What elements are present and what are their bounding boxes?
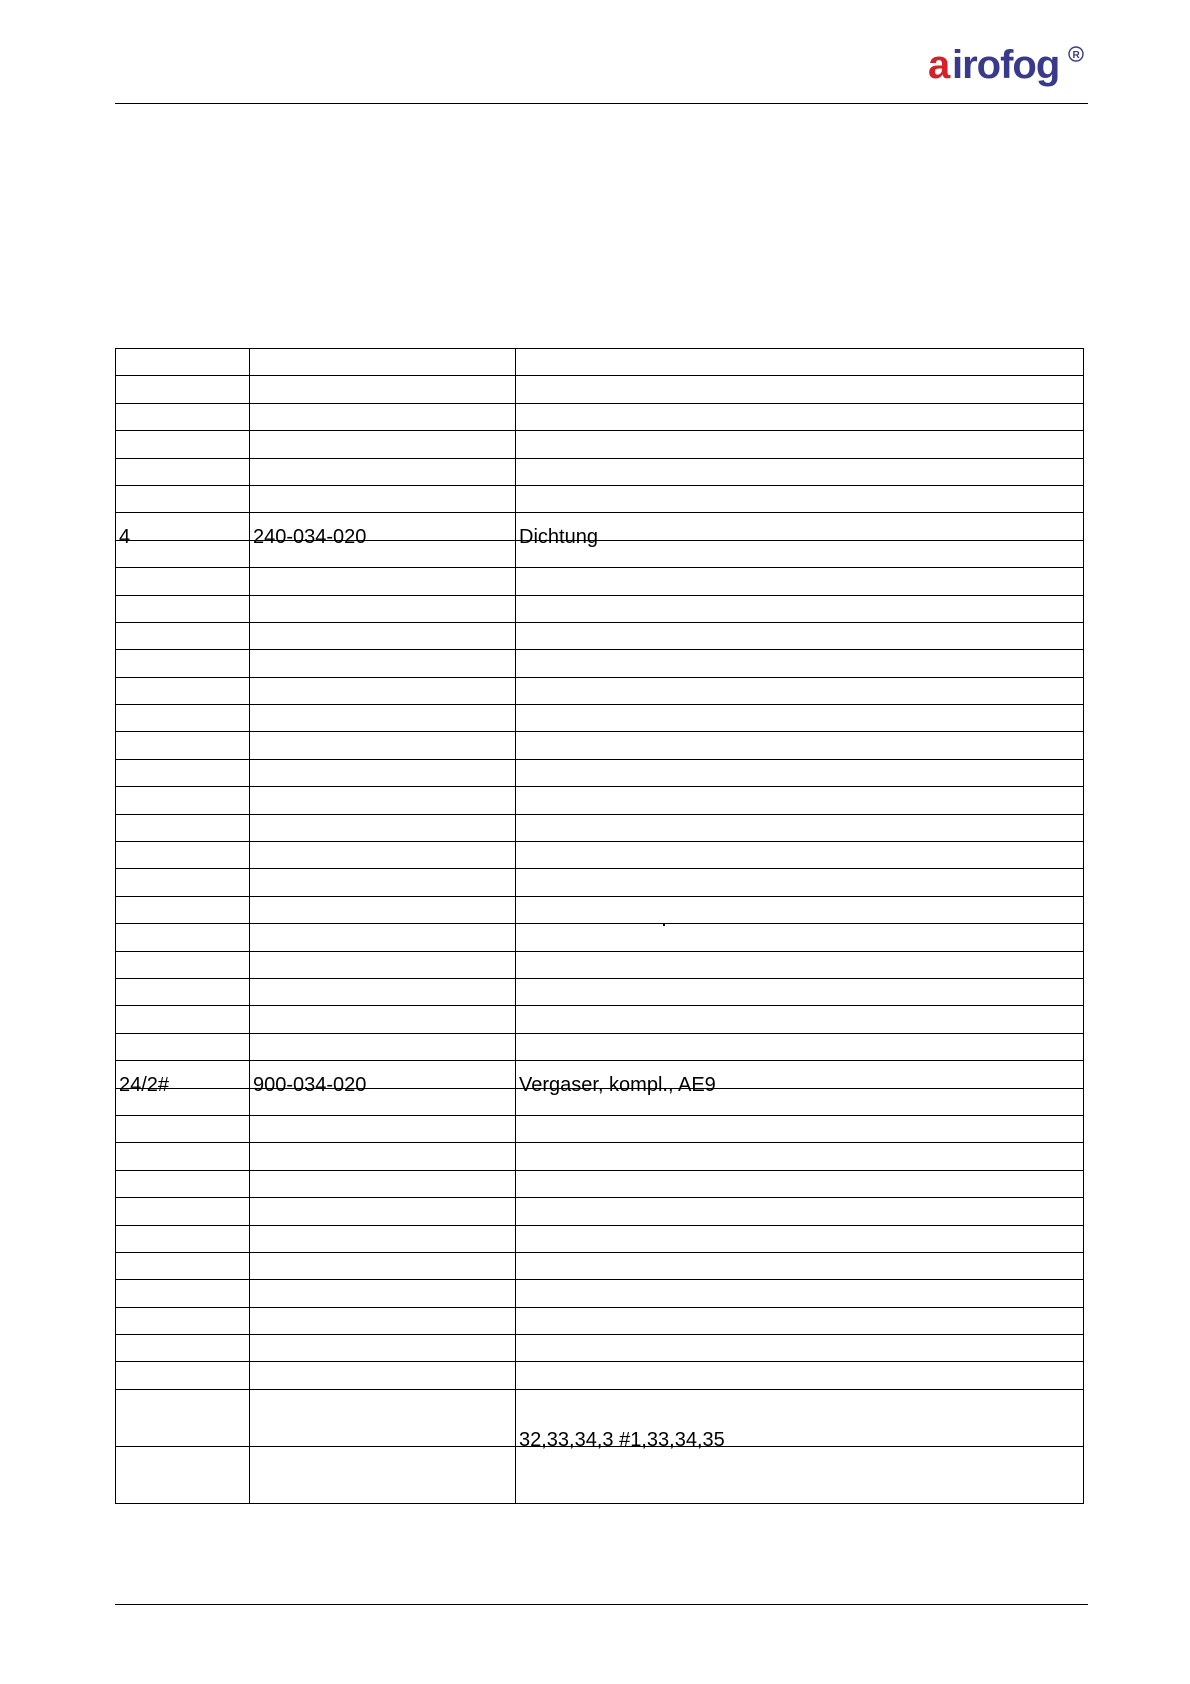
table-row bbox=[116, 1362, 1084, 1389]
table-row bbox=[116, 896, 1084, 923]
position-cell bbox=[116, 1335, 250, 1362]
position-cell bbox=[116, 814, 250, 841]
position-cell bbox=[116, 1225, 250, 1252]
position-cell bbox=[116, 1143, 250, 1170]
description-cell bbox=[516, 705, 1084, 732]
description-cell bbox=[516, 1033, 1084, 1060]
position-cell bbox=[116, 458, 250, 485]
table-row bbox=[116, 1198, 1084, 1225]
description-cell bbox=[516, 1115, 1084, 1142]
description-cell bbox=[516, 978, 1084, 1005]
description-cell: Dichtung bbox=[516, 513, 1084, 540]
description-cell bbox=[516, 677, 1084, 704]
part-number-cell bbox=[250, 1446, 516, 1503]
position-cell bbox=[116, 842, 250, 869]
position-cell: 24/2# bbox=[116, 1061, 250, 1088]
table-row bbox=[116, 650, 1084, 677]
part-number-cell bbox=[250, 705, 516, 732]
part-number-cell bbox=[250, 568, 516, 595]
part-number-cell bbox=[250, 458, 516, 485]
description-cell bbox=[516, 403, 1084, 430]
table-row bbox=[116, 1033, 1084, 1060]
position-cell bbox=[116, 787, 250, 814]
table-row bbox=[116, 403, 1084, 430]
part-number-cell bbox=[250, 1143, 516, 1170]
table-row bbox=[116, 485, 1084, 512]
position-cell bbox=[116, 759, 250, 786]
part-number-cell: 240-034-020 bbox=[250, 513, 516, 540]
description-cell bbox=[516, 1280, 1084, 1307]
part-number-cell bbox=[250, 1335, 516, 1362]
description-cell bbox=[516, 896, 1084, 923]
parts-table bbox=[115, 348, 1084, 1504]
description-cell bbox=[516, 595, 1084, 622]
table-row bbox=[116, 1389, 1084, 1446]
position-cell bbox=[116, 1198, 250, 1225]
table-row bbox=[116, 1446, 1084, 1503]
description-cell bbox=[516, 842, 1084, 869]
position-cell bbox=[116, 1033, 250, 1060]
part-number-cell bbox=[250, 1225, 516, 1252]
description-cell bbox=[516, 869, 1084, 896]
position-cell bbox=[116, 1006, 250, 1033]
part-number-cell bbox=[250, 924, 516, 951]
table-row bbox=[116, 842, 1084, 869]
description-cell bbox=[516, 1335, 1084, 1362]
part-number-cell bbox=[250, 1170, 516, 1197]
position-cell bbox=[116, 705, 250, 732]
part-number-cell: 900-034-020 bbox=[250, 1061, 516, 1088]
position-cell bbox=[116, 650, 250, 677]
table-row bbox=[116, 1115, 1084, 1142]
position-cell bbox=[116, 951, 250, 978]
part-number-cell bbox=[250, 1006, 516, 1033]
table-row bbox=[116, 1170, 1084, 1197]
position-cell bbox=[116, 1389, 250, 1446]
part-number-cell bbox=[250, 650, 516, 677]
table-row bbox=[116, 869, 1084, 896]
table-row bbox=[116, 1307, 1084, 1334]
description-cell: Vergaser, kompl., AE9 bbox=[516, 1061, 1084, 1088]
description-cell bbox=[516, 650, 1084, 677]
description-cell bbox=[516, 1198, 1084, 1225]
position-cell bbox=[116, 485, 250, 512]
part-number-cell bbox=[250, 1280, 516, 1307]
description-cell bbox=[516, 1446, 1084, 1503]
part-number-cell bbox=[250, 759, 516, 786]
table-row bbox=[116, 595, 1084, 622]
description-cell bbox=[516, 485, 1084, 512]
header-rule bbox=[115, 103, 1088, 104]
description-cell bbox=[516, 1307, 1084, 1334]
part-number-cell bbox=[250, 896, 516, 923]
part-number-cell bbox=[250, 376, 516, 403]
part-number-cell bbox=[250, 622, 516, 649]
table-row bbox=[116, 1006, 1084, 1033]
table-row bbox=[116, 677, 1084, 704]
description-cell bbox=[516, 732, 1084, 759]
table-row bbox=[116, 431, 1084, 458]
description-cell bbox=[516, 1006, 1084, 1033]
table-row bbox=[116, 951, 1084, 978]
table-row bbox=[116, 622, 1084, 649]
description-cell bbox=[516, 1170, 1084, 1197]
part-number-cell bbox=[250, 1033, 516, 1060]
description-cell bbox=[516, 540, 1084, 567]
part-number-cell bbox=[250, 1362, 516, 1389]
part-number-cell bbox=[250, 431, 516, 458]
part-number-cell bbox=[250, 1389, 516, 1446]
description-cell bbox=[516, 1252, 1084, 1279]
position-cell bbox=[116, 869, 250, 896]
description-cell: 32,33,34,3 #1,33,34,35 bbox=[516, 1389, 1084, 1446]
part-number-cell bbox=[250, 1252, 516, 1279]
position-cell bbox=[116, 924, 250, 951]
part-number-cell bbox=[250, 869, 516, 896]
description-cell bbox=[516, 1143, 1084, 1170]
position-cell bbox=[116, 622, 250, 649]
part-number-cell bbox=[250, 595, 516, 622]
part-number-cell bbox=[250, 485, 516, 512]
position-cell bbox=[116, 978, 250, 1005]
table-row bbox=[116, 1061, 1084, 1088]
position-cell bbox=[116, 896, 250, 923]
description-cell bbox=[516, 924, 1084, 951]
position-cell bbox=[116, 403, 250, 430]
part-number-cell bbox=[250, 814, 516, 841]
description-cell bbox=[516, 1225, 1084, 1252]
svg-text:irofog: irofog bbox=[952, 43, 1060, 87]
position-cell bbox=[116, 1446, 250, 1503]
position-cell: 4 bbox=[116, 513, 250, 540]
position-cell bbox=[116, 677, 250, 704]
description-cell bbox=[516, 1362, 1084, 1389]
table-row bbox=[116, 1252, 1084, 1279]
part-number-cell bbox=[250, 978, 516, 1005]
position-cell bbox=[116, 540, 250, 567]
table-row bbox=[116, 732, 1084, 759]
part-number-cell bbox=[250, 349, 516, 376]
position-cell bbox=[116, 732, 250, 759]
table-row bbox=[116, 978, 1084, 1005]
table-row bbox=[116, 458, 1084, 485]
part-number-cell bbox=[250, 951, 516, 978]
table-row bbox=[116, 1280, 1084, 1307]
svg-text:a: a bbox=[928, 43, 951, 87]
position-cell bbox=[116, 1252, 250, 1279]
table-row bbox=[116, 705, 1084, 732]
table-row bbox=[116, 513, 1084, 540]
part-number-cell bbox=[250, 787, 516, 814]
description-cell bbox=[516, 951, 1084, 978]
part-number-cell bbox=[250, 403, 516, 430]
svg-text:R: R bbox=[1072, 50, 1080, 61]
position-cell bbox=[116, 376, 250, 403]
airofog-logo bbox=[928, 40, 1088, 96]
part-number-cell bbox=[250, 677, 516, 704]
position-cell bbox=[116, 1170, 250, 1197]
part-number-cell bbox=[250, 732, 516, 759]
position-cell bbox=[116, 349, 250, 376]
description-cell bbox=[516, 568, 1084, 595]
table-row bbox=[116, 814, 1084, 841]
description-cell bbox=[516, 376, 1084, 403]
position-cell bbox=[116, 1307, 250, 1334]
description-cell bbox=[516, 349, 1084, 376]
table-row bbox=[116, 787, 1084, 814]
table-row bbox=[116, 349, 1084, 376]
footer-rule bbox=[115, 1604, 1088, 1605]
description-cell bbox=[516, 431, 1084, 458]
position-cell bbox=[116, 1115, 250, 1142]
table-row bbox=[116, 924, 1084, 951]
position-cell bbox=[116, 595, 250, 622]
table-row bbox=[116, 1225, 1084, 1252]
table-row bbox=[116, 1143, 1084, 1170]
stray-mark bbox=[663, 924, 665, 926]
position-cell bbox=[116, 1280, 250, 1307]
part-number-cell bbox=[250, 1198, 516, 1225]
position-cell bbox=[116, 568, 250, 595]
part-number-cell bbox=[250, 1115, 516, 1142]
table-row bbox=[116, 376, 1084, 403]
description-cell bbox=[516, 814, 1084, 841]
description-cell bbox=[516, 787, 1084, 814]
description-cell bbox=[516, 759, 1084, 786]
position-cell bbox=[116, 431, 250, 458]
table-row bbox=[116, 568, 1084, 595]
part-number-cell bbox=[250, 842, 516, 869]
position-cell bbox=[116, 1362, 250, 1389]
description-cell bbox=[516, 458, 1084, 485]
part-number-cell bbox=[250, 1307, 516, 1334]
table-row bbox=[116, 759, 1084, 786]
description-cell bbox=[516, 622, 1084, 649]
table-row bbox=[116, 1335, 1084, 1362]
